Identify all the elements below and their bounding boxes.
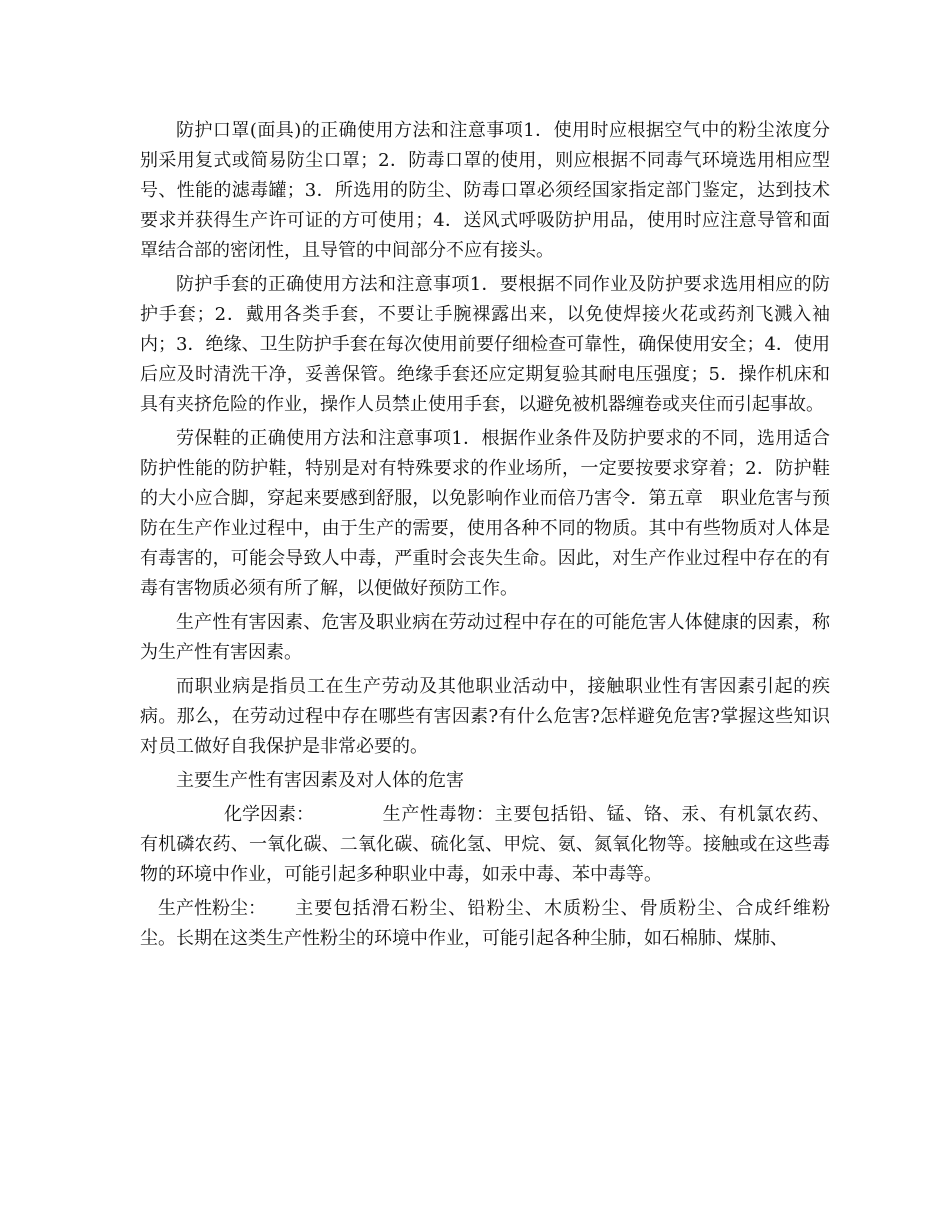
paragraph-chemical-factors	[140, 800, 830, 890]
paragraph-hazard-definition: 生产性有害因素、危害及职业病在劳动过程中存在的可能危害人体健康的因素，称为生产性有害因素。	[140, 612, 830, 663]
chemical-factors-text: 生产性毒物：主要包括铅、锰、铬、汞、有机氯农药、有机磷农药、一氧化碳、二氧化碳、硫化氢、甲烷、氨、氮氧化物等。接触或在这些毒物的环境中作业，可能引起多种职业中毒，如汞中毒、苯中毒等。	[140, 804, 830, 885]
chemical-factors-label: 化学因素：	[224, 804, 314, 825]
paragraph-glove-instructions: 防护手套的正确使用方法和注意事项1．要根据不同作业及防护要求选用相应的防护手套；2．戴用各类手套，不要让手腕裸露出来，以免使焊接火花或药剂飞溅入袖内；3．绝缘、卫生防护手套在每次使用前要仔细检查可靠性，确保使用安全；4．使用后应及时清洗干净，妥善保管。绝缘手套还应定期复验其耐电压强度；5．操作机床和具有夹挤危险的作业，操作人员禁止使用手套，以避免被机器缠卷或夹住而引起事故。	[140, 274, 830, 415]
document-body	[140, 116, 830, 958]
paragraph-shoe-instructions: 劳保鞋的正确使用方法和注意事项1．根据作业条件及防护要求的不同，选用适合防护性能的防护鞋，特别是对有特殊要求的作业场所，一定要按要求穿着；2．防护鞋的大小应合脚，穿起来要感到舒服，以免影响作业而倍乃害令．第五章 职业危害与预防在生产作业过程中，由于生产的需要，使用各种不同的物质。其中有些物质对人体是有毒害的，可能会导致人中毒，严重时会丧失生命。因此，对生产作业过程中存在的有毒有害物质必须有所了解，以便做好预防工作。	[140, 428, 830, 599]
paragraph-occupational-disease: 而职业病是指员工在生产劳动及其他职业活动中，接触职业性有害因素引起的疾病。那么，在劳动过程中存在哪些有害因素?有什么危害?怎样避免危害?掌握这些知识对员工做好自我保护是非常必要的。	[140, 676, 830, 757]
productive-dust-text: 主要包括滑石粉尘、铅粉尘、木质粉尘、骨质粉尘、合成纤维粉尘。长期在这类生产性粉尘的环境中作业，可能引起各种尘肺，如石棉肺、煤肺、	[140, 898, 830, 949]
section-heading-main-hazards: 主要生产性有害因素及对人体的危害	[176, 770, 464, 791]
productive-dust-label: 生产性粉尘：	[158, 898, 266, 919]
paragraph-mask-instructions: 防护口罩(面具)的正确使用方法和注意事项1．使用时应根据空气中的粉尘浓度分别采用复式或简易防尘口罩；2．防毒口罩的使用，则应根据不同毒气环境选用相应型号、性能的滤毒罐；3．所选用的防尘、防毒口罩必须经国家指定部门鉴定，达到技术要求并获得生产许可证的方可使用；4．送风式呼吸防护用品，使用时应注意导管和面罩结合部的密闭性，且导管的中间部分不应有接头。	[140, 120, 830, 261]
paragraph-productive-dust	[140, 894, 830, 954]
